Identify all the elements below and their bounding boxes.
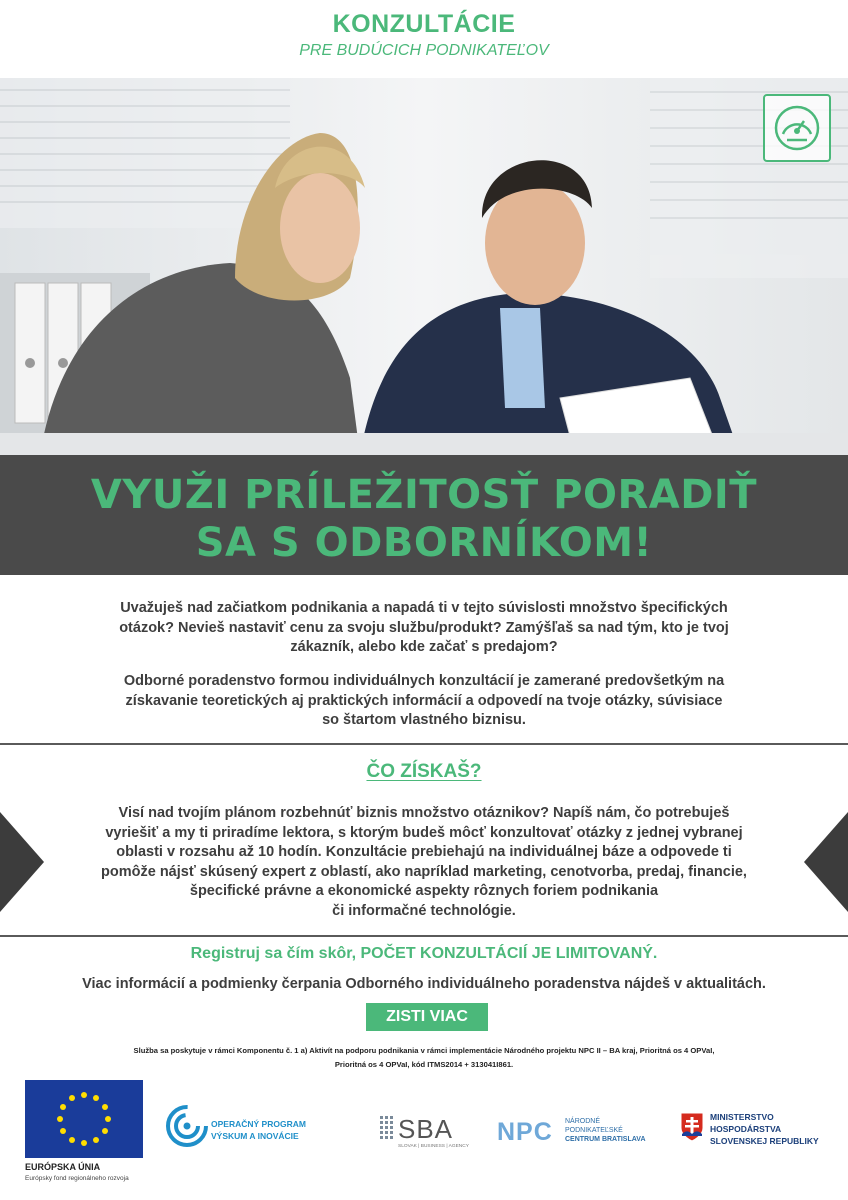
footnote-line-1: Služba sa poskytuje v rámci Komponentu č. 1 a) Aktivít na podporu podnikania v rámci implementácie Národného projektu NPC II – BA kraj, Prioritná os 4 OPVaI, — [133, 1046, 715, 1055]
benefits-line: pomôže nájsť skúsený expert z oblastí, ako napríklad marketing, cenotvorba, predaj, financie, — [101, 863, 747, 880]
intro-line: so štartom vlastného biznisu. — [322, 712, 526, 728]
eu-fund-name: Európsky fond regionálneho rozvoja — [25, 1175, 129, 1182]
sba-logo — [380, 1110, 469, 1156]
npc-logo — [497, 1112, 657, 1152]
eu-flag-logo — [25, 1080, 143, 1158]
divider — [0, 935, 848, 937]
op-rings-icon — [165, 1104, 209, 1148]
hero-illustration — [0, 78, 848, 455]
page-subtitle: PRE BUDÚCICH PODNIKATEĽOV — [299, 42, 549, 59]
benefits-line: špecifické právne a ekonomické aspekty rôznych foriem podnikania — [189, 883, 659, 899]
intro-line: Odborné poradenstvo formou individuálnych konzultácií je zamerané predovšetkým na — [123, 673, 725, 689]
benefits-title-text: ČO ZÍSKAŠ? — [366, 761, 482, 782]
intro-line: otázok? Nevieš nastaviť cenu za svoju službu/produkt? Zamýšľaš sa nad tým, kto je tvoj — [119, 619, 729, 636]
benefits-paragraph — [0, 804, 848, 921]
op-vai-logo — [165, 1104, 315, 1150]
intro-line: zákazník, alebo kde začať s predajom? — [290, 639, 558, 655]
speedometer-icon — [773, 104, 821, 152]
npc-logo-text: NPC — [497, 1118, 553, 1146]
ministry-logo — [680, 1110, 830, 1150]
banner-line-2: SA S ODBORNÍKOM! — [195, 520, 653, 566]
slovak-crest-icon — [680, 1112, 704, 1142]
npc-logo-line-2: PODNIKATEĽSKÉ — [565, 1127, 623, 1134]
eu-name: EURÓPSKA ÚNIA — [25, 1162, 101, 1172]
banner-line-1: VYUŽI PRÍLEŽITOSŤ PORADIŤ — [90, 472, 758, 518]
npc-logo-line-3: CENTRUM BRATISLAVA — [565, 1136, 646, 1143]
cta-headline: Registruj sa čím skôr, POČET KONZULTÁCIÍ JE LIMITOVANÝ. — [190, 945, 658, 962]
ministry-line-3: SLOVENSKEJ REPUBLIKY — [710, 1136, 819, 1146]
footnote — [0, 1044, 848, 1072]
eu-stars-icon — [25, 1080, 143, 1158]
learn-more-button[interactable]: ZISTI VIAC — [366, 1003, 488, 1031]
op-logo-line-2: VÝSKUM A INOVÁCIE — [211, 1131, 299, 1141]
npc-logo-line-1: NÁRODNÉ — [565, 1118, 601, 1125]
sba-grid-icon — [380, 1116, 396, 1146]
ministry-line-1: MINISTERSTVO — [710, 1112, 774, 1122]
intro-line: získavanie teoretických aj praktických informácií a odpovedí na tvoje otázky, súvisiace — [125, 692, 723, 709]
op-logo-line-1: OPERAČNÝ PROGRAM — [211, 1119, 306, 1129]
benefits-title — [0, 761, 848, 783]
footnote-line-2: Prioritná os 4 OPVaI, kód ITMS2014 + 313041I861. — [334, 1060, 514, 1069]
intro-paragraph-1 — [0, 599, 848, 658]
cta-info: Viac informácií a podmienky čerpania Odborného individuálneho poradenstva nájdeš v aktualitách. — [82, 976, 766, 992]
speedometer-badge — [763, 94, 831, 162]
header — [0, 0, 848, 78]
benefits-line: oblasti v rozsahu až 10 hodín. Konzultácie prebiehajú na individuálnej báze a odpovede ti — [116, 844, 732, 860]
page-title: KONZULTÁCIE — [332, 10, 516, 38]
intro-paragraph-2 — [0, 672, 848, 731]
intro-line: Uvažuješ nad začiatkom podnikania a napadá ti v tejto súvislosti množstvo špecifických — [120, 600, 728, 616]
hero-photo — [0, 78, 848, 455]
ministry-line-2: HOSPODÁRSTVA — [710, 1124, 782, 1134]
headline-banner — [0, 455, 848, 575]
benefits-line: či informačné technológie. — [332, 902, 516, 919]
benefits-line: Visí nad tvojím plánom rozbehnúť biznis množstvo otáznikov? Napíš nám, čo potrebuješ — [118, 805, 730, 821]
benefits-line: vyriešiť a my ti priradíme lektora, s ktorým budeš môcť konzultovať otázky z jednej vybranej — [105, 824, 743, 841]
sba-logo-text: SBA — [398, 1114, 454, 1144]
divider — [0, 743, 848, 745]
sba-logo-subtext: SLOVAK | BUSINESS | AGENCY — [398, 1144, 469, 1149]
